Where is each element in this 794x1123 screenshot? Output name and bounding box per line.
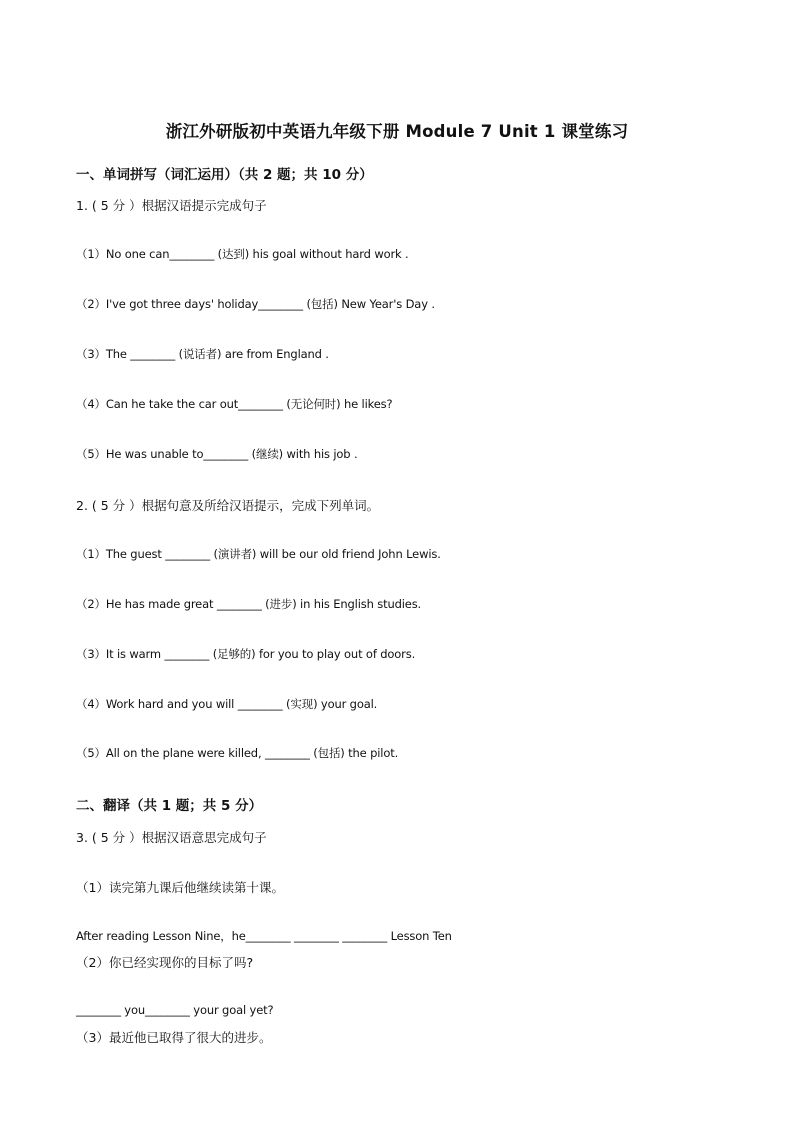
question-2-item-3: （3）It is warm ________ (足够的) for you to play out of doors. — [76, 647, 416, 661]
question-1-item-1: （1）No one can________ (达到) his goal without hard work . — [76, 247, 409, 261]
question-1-item-2: （2）I've got three days' holiday________ (包括) New Year's Day . — [76, 297, 435, 311]
question-2-item-2: （2）He has made great ________ (进步) in his English studies. — [76, 597, 422, 611]
question-2-item-1: （1）The guest ________ (演讲者) will be our old friend John Lewis. — [76, 547, 441, 561]
question-2-item-5: （5）All on the plane were killed, ________ (包括) the pilot. — [76, 746, 399, 760]
section-heading-translation: 二、翻译（共 1 题；共 5 分） — [76, 798, 263, 814]
question-1-item-3: （3）The ________ (说话者) are from England . — [76, 347, 329, 361]
question-3-heading: 3. ( 5 分 ）根据汉语意思完成句子 — [76, 830, 267, 845]
question-2-item-4: （4）Work hard and you will ________ (实现) your goal. — [76, 697, 378, 711]
section-heading-vocabulary: 一、单词拼写（词汇运用）（共 2 题；共 10 分） — [76, 167, 373, 183]
question-1-heading: 1. ( 5 分 ）根据汉语提示完成句子 — [76, 198, 267, 213]
question-3-part-1-english: After reading Lesson Nine，he________ ________ ________ Lesson Ten — [76, 929, 452, 943]
question-3-part-2-chinese: （2）你已经实现你的目标了吗? — [76, 955, 254, 970]
page-title: 浙江外研版初中英语九年级下册 Module 7 Unit 1 课堂练习 — [165, 122, 629, 141]
question-2-heading: 2. ( 5 分 ）根据句意及所给汉语提示，完成下列单词。 — [76, 498, 380, 513]
question-3-part-1-chinese: （1）读完第九课后他继续读第十课。 — [76, 880, 284, 895]
question-3-part-3-chinese: （3）最近他已取得了很大的进步。 — [76, 1030, 272, 1045]
question-3-part-2-english: ________ you________ your goal yet? — [76, 1003, 274, 1017]
question-1-item-4: （4）Can he take the car out________ (无论何时) he likes? — [76, 397, 393, 411]
question-1-item-5: （5）He was unable to________ (继续) with his job . — [76, 447, 358, 461]
